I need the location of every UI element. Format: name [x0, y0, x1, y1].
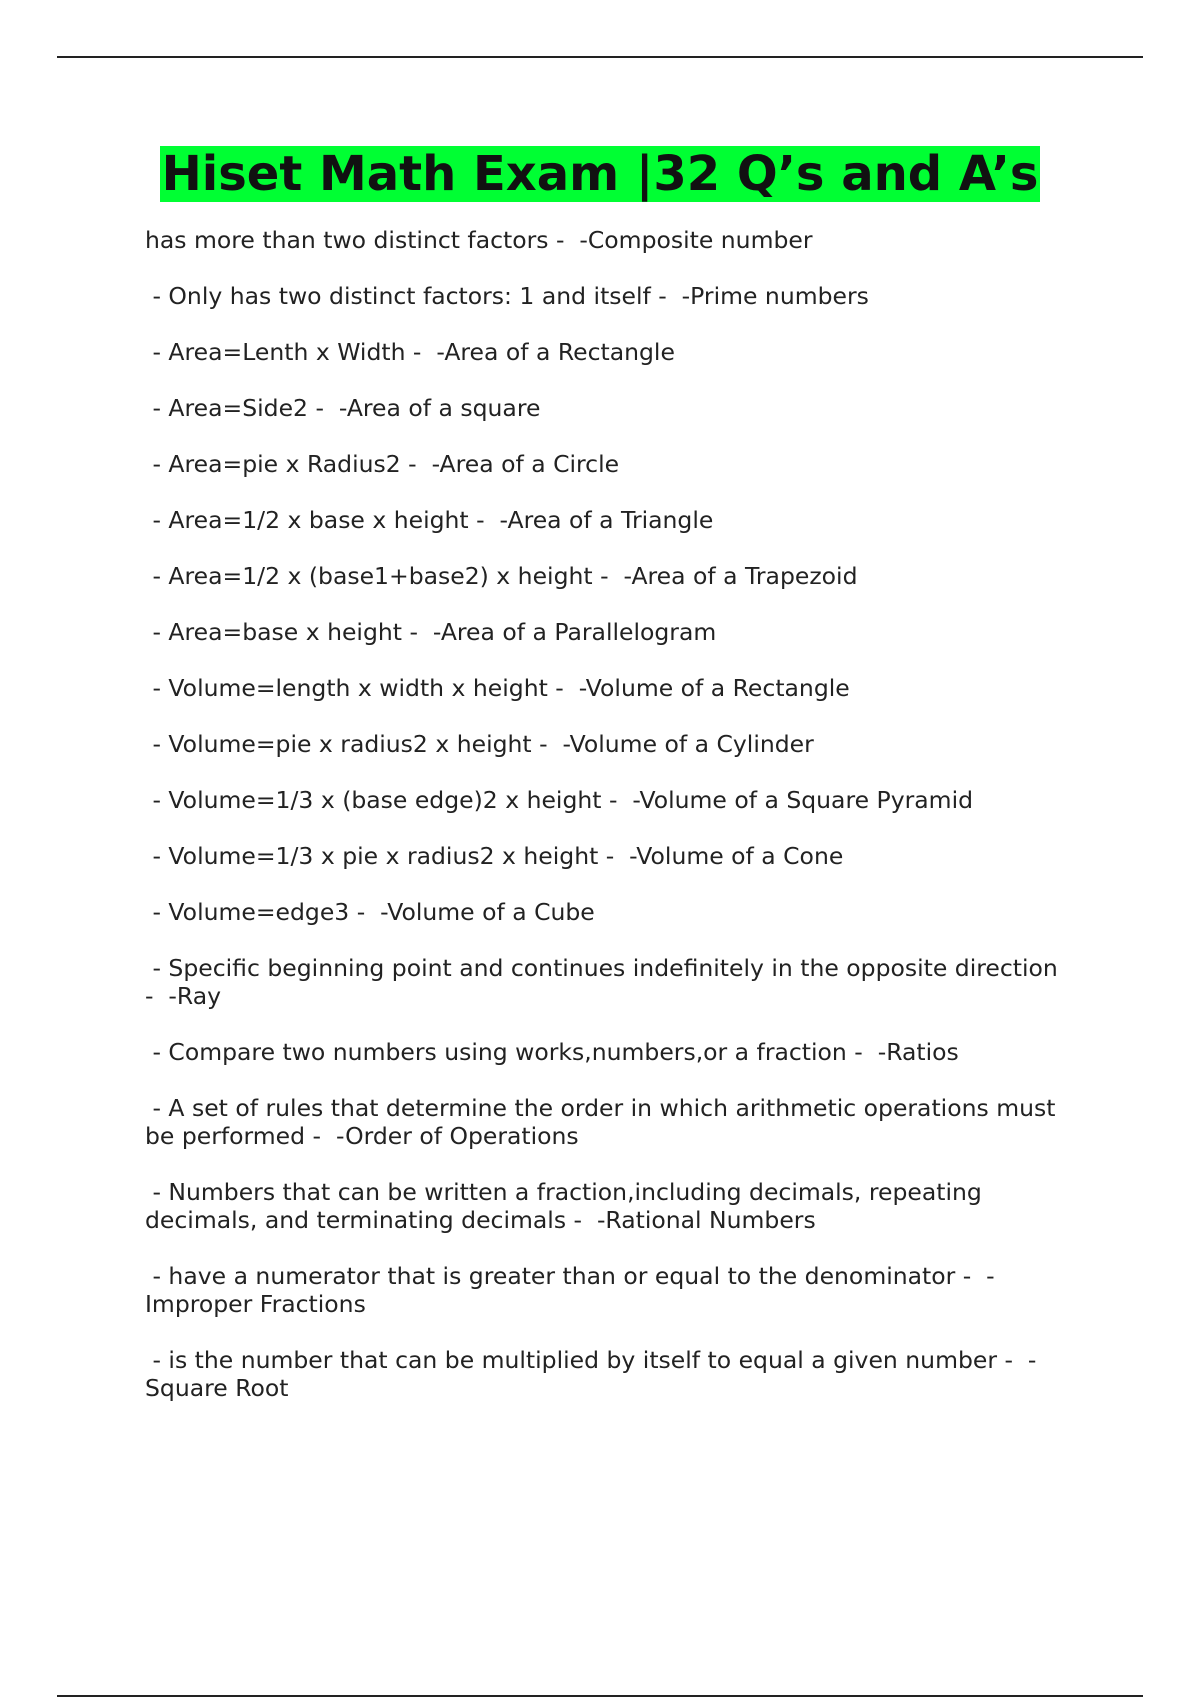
qa-item: - Volume=length x width x height - -Volume of a Rectangle [145, 674, 850, 702]
qa-item: - Compare two numbers using works,numbers,or a fraction - -Ratios [145, 1038, 959, 1066]
qa-item: - Area=base x height - -Area of a Parallelogram [145, 618, 717, 646]
qa-item: - Specific beginning point and continues indefinitely in the opposite direction - -Ray [145, 954, 1058, 1010]
qa-item: - Area=1/2 x base x height - -Area of a Triangle [145, 506, 714, 534]
qa-item: - Numbers that can be written a fraction,including decimals, repeating decimals, and terminating decimals - -Rational Numbers [145, 1178, 982, 1234]
page-title: Hiset Math Exam |32 Q’s and A’s [161, 146, 1039, 202]
qa-item: - Area=Side2 - -Area of a square [145, 394, 541, 422]
qa-item: - Area=Lenth x Width - -Area of a Rectangle [145, 338, 675, 366]
qa-item: has more than two distinct factors - -Composite number [145, 226, 813, 254]
qa-item: - Volume=edge3 - -Volume of a Cube [145, 898, 595, 926]
title-container [0, 146, 1200, 202]
qa-item: - Volume=1/3 x (base edge)2 x height - -Volume of a Square Pyramid [145, 786, 974, 814]
qa-item: - is the number that can be multiplied by itself to equal a given number - - Square Root [145, 1346, 1037, 1402]
qa-list [145, 226, 1085, 1430]
qa-item: - A set of rules that determine the order in which arithmetic operations must be performed - -Order of Operations [145, 1094, 1056, 1150]
qa-item: - Only has two distinct factors: 1 and itself - -Prime numbers [145, 282, 869, 310]
header-rule [57, 56, 1143, 58]
qa-item: - Area=1/2 x (base1+base2) x height - -Area of a Trapezoid [145, 562, 858, 590]
qa-item: - Volume=pie x radius2 x height - -Volume of a Cylinder [145, 730, 814, 758]
qa-item: - Area=pie x Radius2 - -Area of a Circle [145, 450, 620, 478]
qa-item: - Volume=1/3 x pie x radius2 x height - -Volume of a Cone [145, 842, 844, 870]
qa-item: - have a numerator that is greater than or equal to the denominator - - Improper Fractions [145, 1262, 995, 1318]
footer-rule [57, 1695, 1143, 1697]
